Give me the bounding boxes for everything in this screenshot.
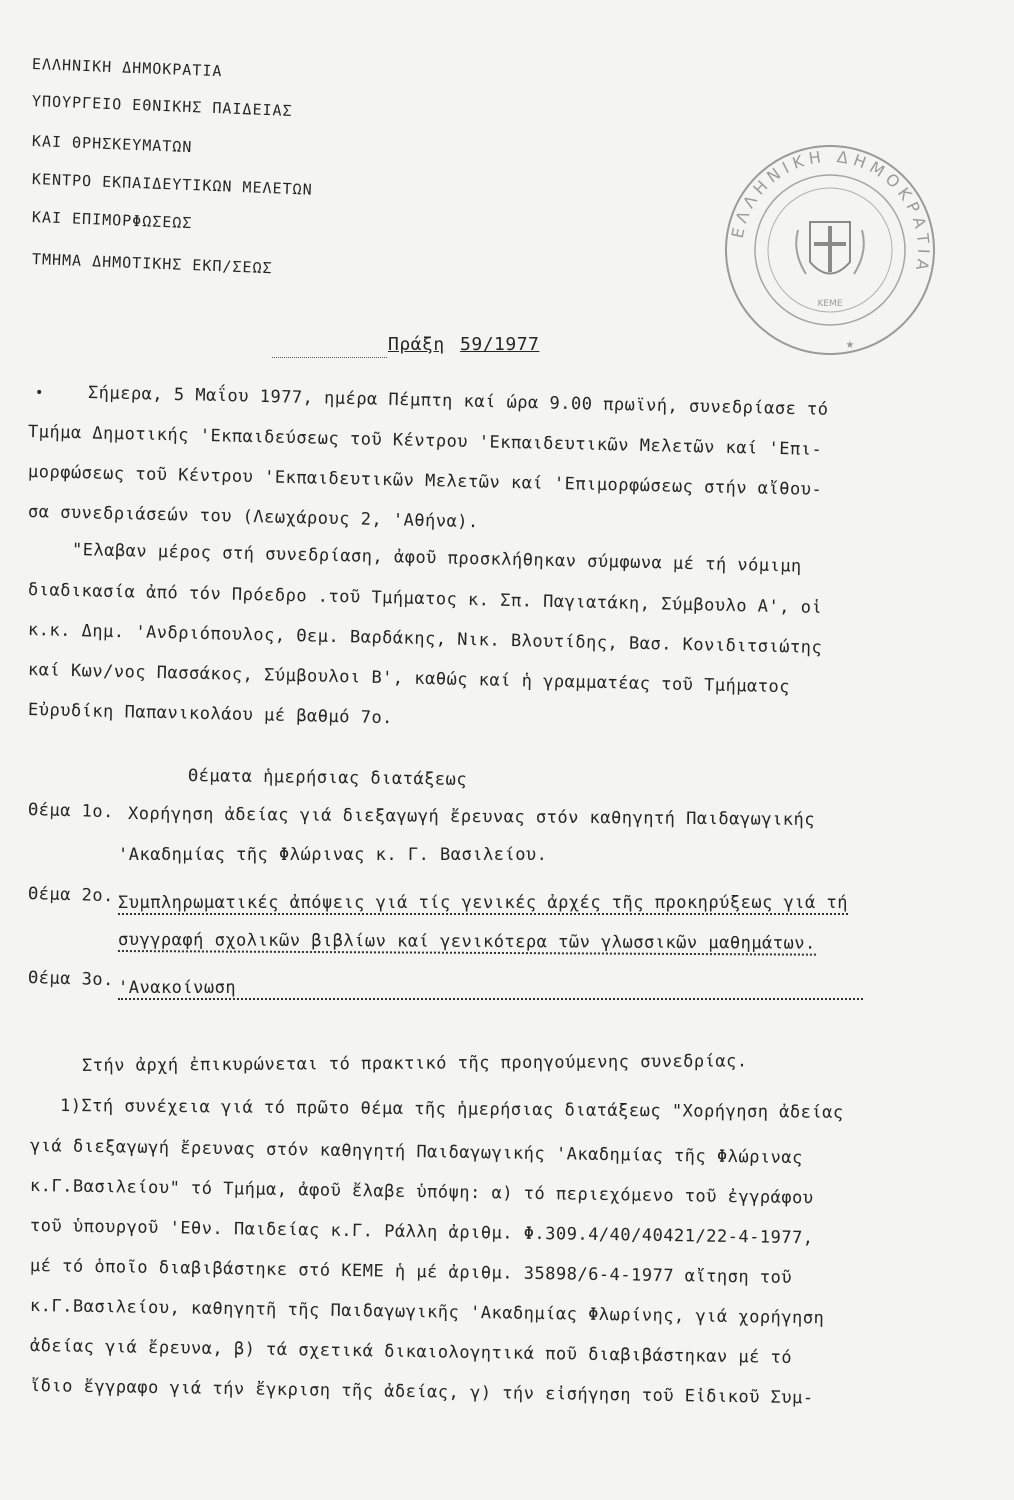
- attendance-line-4: καί Κων/νος Πασσάκος, Σύμβουλοι Β', καθώς καί ἡ γραμματέας τοῦ Τμήματος: [27, 660, 791, 698]
- body-line-9: ἴδιο ἔγγραφο γιά τήν ἔγκριση τῆς ἀδείας, γ) τήν εἰσήγηση τοῦ Εἰδικοῦ Συμ-: [29, 1376, 814, 1409]
- header-ministry: ΥΠΟΥΡΓΕΙΟ ΕΘΝΙΚΗΣ ΠΑΙΔΕΙΑΣ: [31, 92, 293, 121]
- agenda-item-2-text-2: [118, 930, 816, 956]
- svg-text:★: ★: [845, 336, 855, 352]
- agenda-item-1-text-2: 'Ακαδημίας τῆς Φλώρινας κ. Γ. Βασιλείου.: [118, 845, 548, 865]
- intro-line-4: σα συνεδριάσεών του (Λεωχάρους 2, 'Αθήνα).: [27, 502, 479, 533]
- header-center-2: ΚΑΙ ΕΠΙΜΟΡΦΩΣΕΩΣ: [31, 208, 193, 233]
- official-seal: [720, 140, 940, 360]
- intro-line-3: μορφώσεως τοῦ Κέντρου 'Εκπαιδευτικῶν Μελετῶν καί 'Επιμορφώσεως στήν αἴθου-: [27, 462, 823, 501]
- title-dotted-rule: [272, 357, 387, 358]
- header-department: ΤΜΗΜΑ ΔΗΜΟΤΙΚΗΣ ΕΚΠ/ΣΕΩΣ: [31, 250, 273, 278]
- body-line-3: γιά διεξαγωγή ἔρευνας στόν καθηγητή Παιδαγωγικής 'Ακαδημίας τῆς Φλώρινας: [29, 1136, 803, 1169]
- body-line-1: Στήν ἀρχή ἐπικυρώνεται τό πρακτικό τῆς προηγούμενης συνεδρίας.: [81, 1051, 748, 1076]
- document-title: [388, 334, 539, 355]
- agenda-item-2-text-2-inner: συγγραφή σχολικῶν βιβλίων καί γενικότερα τῶν γλωσσικῶν μαθημάτων.: [117, 930, 816, 954]
- agenda-item-3-text-inner: 'Ανακοίνωση: [118, 978, 863, 1000]
- intro-line-1: Σήμερα, 5 Μαΐου 1977, ημέρα Πέμπτη καί ώρα 9.00 πρωϊνή, συνεδρίασε τό: [87, 383, 829, 420]
- agenda-item-2-text-inner: Συμπληρωματικές ἀπόψεις γιά τίς γενικές ἀρχές τῆς προκηρύξεως γιά τή: [118, 893, 848, 913]
- seal-bottom-text: ΚΕΜΕ: [817, 299, 843, 309]
- body-line-4: κ.Γ.Βασιλείου" τό Τμήμα, ἀφοῦ ἔλαβε ὑπόψη: α) τό περιεχόμενο τοῦ ἐγγράφου: [29, 1176, 814, 1209]
- attendance-line-3: κ.κ. Δημ. 'Ανδριόπουλος, Θεμ. Βαρδάκης, Νικ. Βλουτίδης, Βασ. Κονιδιτσιώτης: [27, 620, 823, 659]
- header-center: ΚΕΝΤΡΟ ΕΚΠΑΙΔΕΥΤΙΚΩΝ ΜΕΛΕΤΩΝ: [31, 170, 314, 199]
- agenda-item-2-text: [118, 893, 848, 915]
- agenda-item-1-label: Θέμα 1ο.: [27, 800, 115, 823]
- header-ministry-2: ΚΑΙ ΘΡΗΣΚΕΥΜΑΤΩΝ: [31, 132, 193, 157]
- title-label: Πράξη: [388, 334, 445, 355]
- header-republic: ΕΛΛΗΝΙΚΗ ΔΗΜΟΚΡΑΤΙΑ: [31, 55, 223, 81]
- attendance-line-5: Εὐρυδίκη Παπανικολάου μέ βαθμό 7ο.: [27, 700, 394, 729]
- body-line-5: τοῦ ὑπουργοῦ 'Εθν. Παιδείας κ.Γ. Ράλλη ἀριθμ. Φ.309.4/40/40421/22-4-1977,: [29, 1216, 814, 1249]
- body-line-2: 1)Στή συνέχεια γιά τό πρῶτο θέμα τῆς ἡμερήσιας διατάξεως "Χορήγηση ἀδείας: [59, 1096, 844, 1123]
- agenda-item-3-text: [118, 978, 863, 1000]
- seal-outer-text: ΕΛΛΗΝΙΚΗ ΔΗΜΟΚΡΑΤΙΑ: [727, 146, 934, 277]
- intro-line-2: Τμήμα Δημοτικής 'Εκπαιδεύσεως τοῦ Κέντρου 'Εκπαιδευτικῶν Μελετῶν καί 'Επι-: [27, 422, 823, 461]
- body-line-7: κ.Γ.Βασιλείου, καθηγητῆ τῆς Παιδαγωγικῆς 'Ακαδημίας Φλωρίνης, γιά χορήγηση: [29, 1296, 825, 1329]
- agenda-heading: Θέματα ἡμερήσιας διατάξεως: [187, 766, 468, 790]
- body-line-8: ἀδείας γιά ἔρευνα, β) τά σχετικά δικαιολογητικά ποῦ διαβιβάστηκαν μέ τό: [29, 1336, 793, 1368]
- coat-of-arms-icon: [796, 222, 864, 274]
- body-line-6: μέ τό ὁποῖο διαβιβάστηκε στό ΚΕΜΕ ἡ μέ ἀριθμ. 35898/6-4-1977 αἴτηση τοῦ: [29, 1256, 793, 1288]
- bullet-mark: •: [35, 385, 44, 401]
- agenda-item-2-label: Θέμα 2ο.: [27, 884, 115, 907]
- agenda-item-3-label: Θέμα 3ο.: [27, 968, 115, 991]
- title-number: 59/1977: [460, 334, 540, 355]
- attendance-line-2: διαδικασία ἀπό τόν Πρόεδρο .τοῦ Τμήματος κ. Σπ. Παγιατάκη, Σύμβουλο Α', οἱ: [27, 580, 823, 619]
- attendance-line-1: "Ελαβαν μέρος στή συνεδρίαση, ἀφοῦ προσκλήθηκαν σύμφωνα μέ τή νόμιμη: [71, 540, 803, 577]
- agenda-item-1-text: Χορήγηση ἀδείας γιά διεξαγωγή ἔρευνας στόν καθηγητή Παιδαγωγικής: [127, 804, 816, 830]
